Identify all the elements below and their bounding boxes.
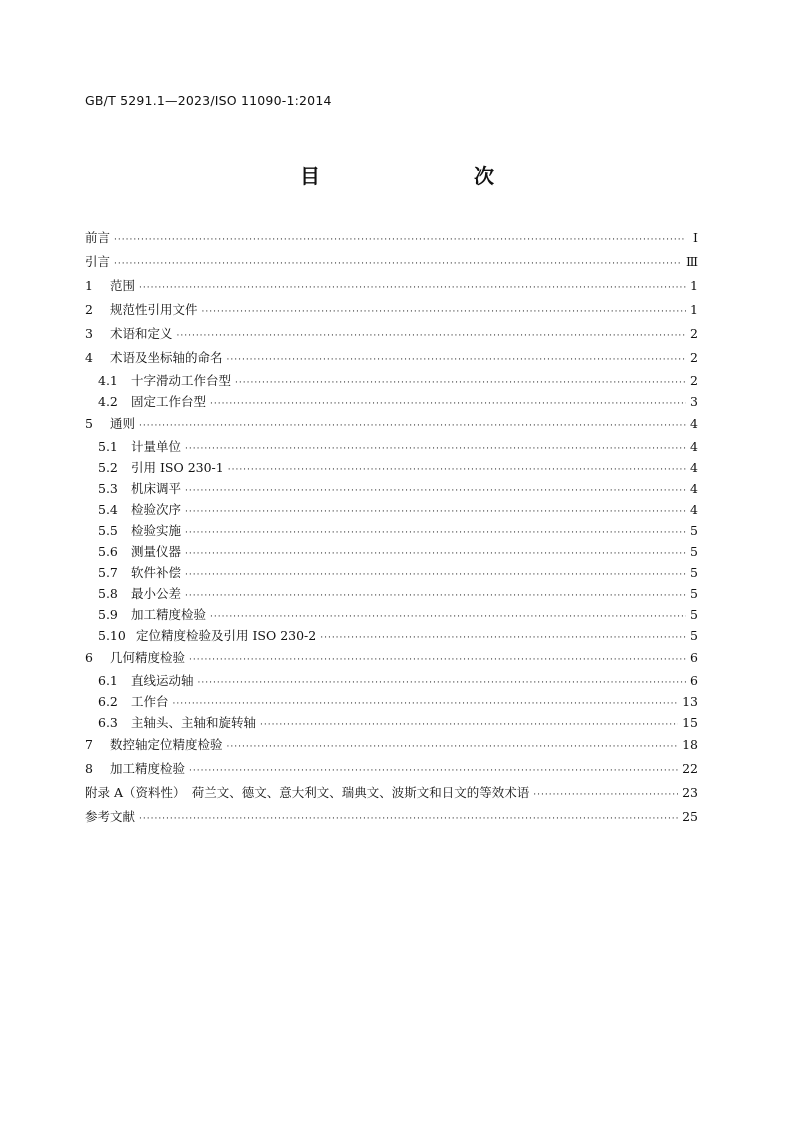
- page-title: 目 次: [300, 164, 532, 188]
- dot-leader: [185, 565, 686, 586]
- toc-entry-page: 2: [690, 350, 698, 365]
- toc-entry-title: 十字滑动工作台型: [131, 373, 232, 388]
- toc-entry-page: Ⅲ: [685, 254, 698, 269]
- toc-entry-title: 前言: [85, 230, 111, 245]
- toc-entry[interactable]: [85, 274, 698, 298]
- dot-leader: [202, 300, 686, 324]
- dot-leader: [139, 807, 678, 831]
- toc-entry-page: 13: [682, 694, 698, 709]
- toc-entry[interactable]: [85, 541, 698, 562]
- toc-entry-title: 引言: [85, 254, 111, 269]
- toc-entry-number: 6.1: [98, 673, 118, 688]
- toc-entry-number: 5.1: [98, 439, 118, 454]
- toc-entry-title: 通则: [110, 416, 136, 431]
- toc-entry-page: 5: [690, 628, 698, 643]
- table-of-contents: [85, 226, 698, 829]
- toc-entry[interactable]: [85, 226, 698, 250]
- dot-leader: [189, 759, 678, 783]
- toc-entry-page: 4: [690, 502, 698, 517]
- toc-entry[interactable]: [85, 391, 698, 412]
- dot-leader: [235, 373, 686, 394]
- toc-entry-number: 5.5: [98, 523, 118, 538]
- toc-entry-page: 5: [690, 544, 698, 559]
- toc-entry[interactable]: [85, 625, 698, 646]
- dot-leader: [228, 460, 686, 481]
- dot-leader: [189, 648, 686, 672]
- toc-entry-title: 范围: [110, 278, 136, 293]
- toc-entry-page: 22: [682, 761, 698, 776]
- toc-entry[interactable]: [85, 805, 698, 829]
- toc-entry-number: 5.9: [98, 607, 118, 622]
- toc-entry-number: 4.2: [98, 394, 118, 409]
- toc-entry-page: 23: [682, 785, 698, 800]
- toc-entry[interactable]: [85, 562, 698, 583]
- toc-entry-page: 1: [690, 278, 698, 293]
- toc-entry-page: 5: [690, 586, 698, 601]
- toc-entry[interactable]: [85, 412, 698, 436]
- toc-entry-title: 附录 A（资料性） 荷兰文、德文、意大利文、瑞典文、波斯文和日文的等效术语: [85, 785, 530, 800]
- toc-entry-number: 5.6: [98, 544, 118, 559]
- toc-entry-number: 7: [85, 737, 93, 752]
- toc-entry-number: 8: [85, 761, 93, 776]
- dot-leader: [185, 481, 686, 502]
- dot-leader: [185, 523, 686, 544]
- toc-entry[interactable]: [85, 583, 698, 604]
- toc-entry-title: 工作台: [131, 694, 169, 709]
- toc-entry-page: 2: [690, 373, 698, 388]
- toc-entry[interactable]: [85, 298, 698, 322]
- dot-leader: [227, 348, 686, 372]
- toc-entry-number: 1: [85, 278, 93, 293]
- toc-entry-number: 5.2: [98, 460, 118, 475]
- toc-entry-number: 5.3: [98, 481, 118, 496]
- toc-entry-title: 检验次序: [131, 502, 182, 517]
- toc-entry-page: 4: [690, 481, 698, 496]
- toc-entry-title: 定位精度检验及引用 ISO 230-2: [136, 628, 317, 643]
- toc-entry[interactable]: [85, 457, 698, 478]
- toc-entry-number: 5: [85, 416, 93, 431]
- toc-entry-page: 5: [690, 565, 698, 580]
- toc-entry[interactable]: [85, 436, 698, 457]
- toc-entry-title: 数控轴定位精度检验: [110, 737, 223, 752]
- toc-entry[interactable]: [85, 478, 698, 499]
- toc-entry[interactable]: [85, 520, 698, 541]
- dot-leader: [139, 276, 686, 300]
- toc-entry[interactable]: [85, 604, 698, 625]
- toc-entry[interactable]: [85, 691, 698, 712]
- toc-entry-title: 引用 ISO 230-1: [131, 460, 224, 475]
- toc-entry-page: 4: [690, 460, 698, 475]
- toc-entry[interactable]: [85, 370, 698, 391]
- toc-entry-page: 6: [690, 673, 698, 688]
- toc-entry[interactable]: [85, 712, 698, 733]
- toc-entry-page: 4: [690, 416, 698, 431]
- toc-entry[interactable]: [85, 250, 698, 274]
- toc-entry-number: 6.2: [98, 694, 118, 709]
- toc-entry-title: 主轴头、主轴和旋转轴: [131, 715, 257, 730]
- toc-entry-page: 3: [690, 394, 698, 409]
- toc-entry-page: 25: [682, 809, 698, 824]
- toc-entry-title: 固定工作台型: [131, 394, 207, 409]
- toc-entry-number: 5.4: [98, 502, 118, 517]
- dot-leader: [185, 439, 686, 460]
- toc-entry-number: 5.7: [98, 565, 118, 580]
- standard-code: GB/T 5291.1—2023/ISO 11090-1:2014: [85, 93, 332, 108]
- toc-entry-page: 2: [690, 326, 698, 341]
- toc-entry[interactable]: [85, 733, 698, 757]
- toc-entry[interactable]: [85, 670, 698, 691]
- toc-entry-page: 1: [690, 302, 698, 317]
- dot-leader: [114, 252, 682, 276]
- toc-entry-title: 几何精度检验: [110, 650, 186, 665]
- dot-leader: [227, 735, 679, 759]
- dot-leader: [320, 628, 686, 649]
- toc-entry-number: 5.10: [98, 628, 126, 643]
- dot-leader: [210, 394, 686, 415]
- toc-entry-title: 直线运动轴: [131, 673, 194, 688]
- toc-entry-page: 6: [690, 650, 698, 665]
- toc-entry-title: 加工精度检验: [131, 607, 207, 622]
- toc-entry-number: 5.8: [98, 586, 118, 601]
- dot-leader: [198, 673, 686, 694]
- toc-entry-page: Ⅰ: [693, 230, 698, 245]
- toc-entry-title: 术语及坐标轴的命名: [110, 350, 223, 365]
- toc-entry-title: 规范性引用文件: [110, 302, 198, 317]
- toc-entry[interactable]: [85, 346, 698, 370]
- toc-entry-number: 6: [85, 650, 93, 665]
- toc-entry[interactable]: [85, 499, 698, 520]
- toc-entry-number: 3: [85, 326, 93, 341]
- toc-entry-page: 15: [682, 715, 698, 730]
- toc-entry-page: 5: [690, 523, 698, 538]
- toc-entry-page: 5: [690, 607, 698, 622]
- toc-entry-number: 6.3: [98, 715, 118, 730]
- toc-entry-page: 4: [690, 439, 698, 454]
- dot-leader: [114, 228, 686, 252]
- dot-leader: [185, 586, 686, 607]
- toc-entry-title: 计量单位: [131, 439, 182, 454]
- toc-entry[interactable]: [85, 781, 698, 805]
- dot-leader: [260, 715, 678, 736]
- dot-leader: [139, 414, 686, 438]
- toc-entry-title: 最小公差: [131, 586, 182, 601]
- toc-entry-title: 软件补偿: [131, 565, 182, 580]
- toc-entry-title: 机床调平: [131, 481, 182, 496]
- toc-entry-number: 2: [85, 302, 93, 317]
- dot-leader: [185, 544, 686, 565]
- toc-entry-page: 18: [682, 737, 698, 752]
- toc-entry-title: 参考文献: [85, 809, 136, 824]
- toc-entry-title: 术语和定义: [110, 326, 173, 341]
- toc-entry[interactable]: [85, 757, 698, 781]
- toc-entry-number: 4: [85, 350, 93, 365]
- toc-entry-title: 检验实施: [131, 523, 182, 538]
- toc-entry[interactable]: [85, 646, 698, 670]
- dot-leader: [177, 324, 686, 348]
- dot-leader: [533, 783, 678, 807]
- toc-entry[interactable]: [85, 322, 698, 346]
- toc-entry-title: 测量仪器: [131, 544, 182, 559]
- toc-entry-number: 4.1: [98, 373, 118, 388]
- dot-leader: [185, 502, 686, 523]
- toc-entry-title: 加工精度检验: [110, 761, 186, 776]
